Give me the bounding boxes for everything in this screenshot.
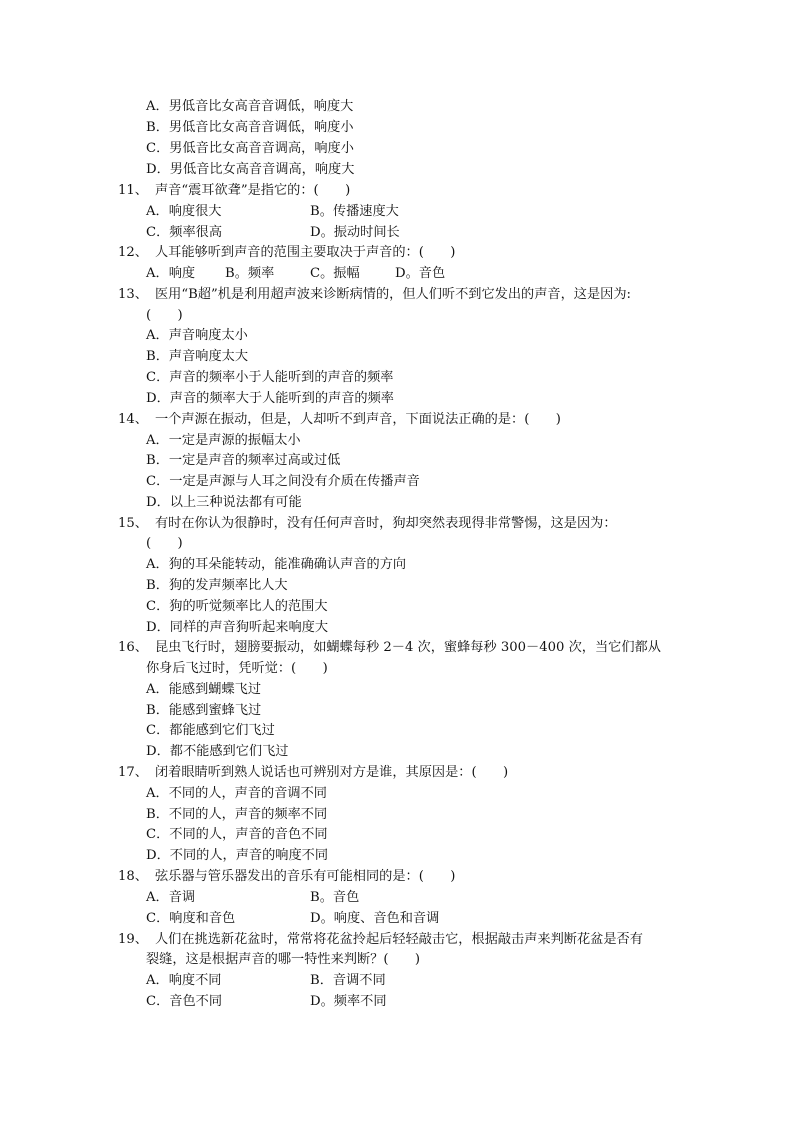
option-text: C．不同的人，声音的音色不同 [146,827,328,842]
option-text: D．以上三种说法都有可能 [146,495,302,510]
answer-blank: ( ) [146,308,183,323]
option-text: A．声音响度太小 [146,328,248,343]
option-text: D．声音的频率大于人能听到的声音的频率 [146,391,394,406]
option-text: B．男低音比女高音音调低，响度小 [146,120,354,135]
option-d: D。音色 [395,266,446,281]
option-text: C．一定是声源与人耳之间没有介质在传播声音 [146,474,420,489]
option-c: C．音色不同 [146,994,223,1009]
question-stem: 人耳能够听到声音的范围主要取决于声音的：( ) [155,245,456,260]
question-stem: 声音“震耳欲聋”是指它的：( ) [155,183,351,198]
question-stem-continued: 裂缝，这是根据声音的哪一特性来判断？( ) [146,952,421,967]
option-c: C．响度和音色 [146,911,236,926]
option-text: C．声音的频率小于人能听到的声音的频率 [146,370,394,385]
question-number: 15、 [118,516,148,531]
question-stem: 医用“B超”机是利用超声波来诊断病情的，但人们听不到它发出的声音，这是因为: [155,287,631,302]
option-d: D。响度、音色和音调 [310,911,440,926]
question-stem: 闭着眼睛听到熟人说话也可辨别对方是谁，其原因是：( ) [155,765,509,780]
option-a: A．响度 [146,266,196,281]
option-text: B．狗的发声频率比人大 [146,578,288,593]
option-c: C．频率很高 [146,225,223,240]
option-text: A．狗的耳朵能转动，能准确确认声音的方向 [146,557,407,572]
option-text: B．不同的人，声音的频率不同 [146,807,328,822]
option-text: C．狗的听觉频率比人的范围大 [146,599,328,614]
option-text: A．不同的人，声音的音调不同 [146,786,327,801]
option-text: A．男低音比女高音音调低，响度大 [146,99,354,114]
option-b: B。音色 [310,890,360,905]
question-stem: 有时在你认为很静时，没有任何声音时，狗却突然表现得非常警惕，这是因为： [155,516,617,531]
option-text: A．一定是声源的振幅太小 [146,433,301,448]
question-number: 18、 [118,869,148,884]
question-number: 16、 [118,640,148,655]
question-number: 19、 [118,932,148,947]
option-text: B．能感到蜜蜂飞过 [146,703,262,718]
option-text: D．都不能感到它们飞过 [146,744,289,759]
question-stem: 昆虫飞行时，翅膀要振动，如蝴蝶每秒 2－4 次，蜜蜂每秒 300－400 次，当它们都从 [155,640,661,655]
option-a: A．响度很大 [146,204,222,219]
option-text: B．声音响度太大 [146,349,249,364]
option-a: A．响度不同 [146,973,222,988]
option-d: D。频率不同 [310,994,387,1009]
option-d: D。振动时间长 [310,225,400,240]
option-text: D．不同的人，声音的响度不同 [146,848,329,863]
question-stem-continued: 你身后飞过时，凭听觉：( ) [146,661,328,676]
question-number: 11、 [118,183,148,198]
option-text: A．能感到蝴蝶飞过 [146,682,262,697]
option-b: B。频率 [225,266,275,281]
question-stem: 一个声源在振动，但是，人却听不到声音，下面说法正确的是：( ) [155,412,561,427]
question-number: 12、 [118,245,148,260]
option-c: C。振幅 [310,266,360,281]
option-text: D．同样的声音狗听起来响度大 [146,620,329,635]
answer-blank: ( ) [146,536,183,551]
option-text: C．男低音比女高音音调高，响度小 [146,141,354,156]
option-text: D．男低音比女高音音调高，响度大 [146,162,355,177]
question-number: 13、 [118,287,148,302]
question-stem: 人们在挑选新花盆时，常常将花盆拎起后轻轻敲击它，根据敲击声来判断花盆是否有 [155,932,643,947]
option-a: A．音调 [146,890,196,905]
option-b: B。传播速度大 [310,204,399,219]
option-text: C．都能感到它们飞过 [146,723,275,738]
question-number: 14、 [118,412,148,427]
option-text: B．一定是声音的频率过高或过低 [146,453,341,468]
question-stem: 弦乐器与管乐器发出的音乐有可能相同的是：( ) [155,869,456,884]
option-b: B．音调不同 [310,973,386,988]
question-number: 17、 [118,765,148,780]
